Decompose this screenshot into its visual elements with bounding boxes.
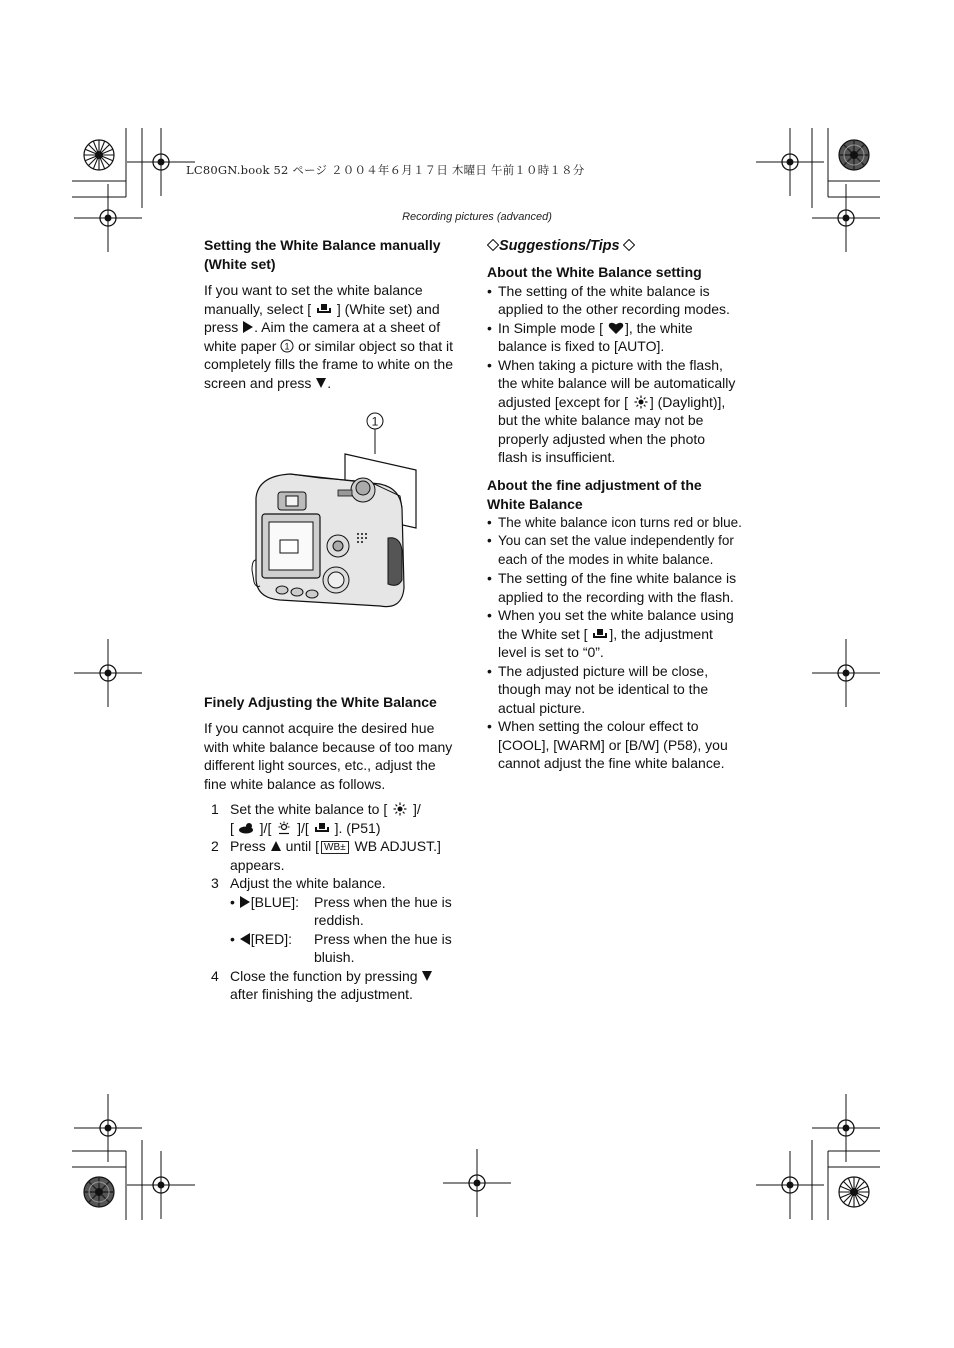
fine-adjust-tips-title: About the fine adjustment of the White Balance — [487, 476, 702, 512]
down-triangle-icon — [315, 376, 327, 390]
section-title-fine-adjust: Finely Adjusting the White Balance — [204, 694, 437, 710]
white-set-icon — [313, 821, 331, 835]
figure-callout-1: 1 — [371, 414, 379, 429]
list-item: • The setting of the white balance is applied to the other recording modes. — [487, 282, 755, 319]
steps-list — [204, 800, 472, 1004]
list-item: • When you set the white balance using the White set [ ], the adjustment level is set to “0”. — [487, 606, 755, 662]
step-item: 1 Set the white balance to [ ]/ [ ]/[ ]/[ ]. (P51) — [211, 801, 421, 836]
diamond-icon — [487, 239, 499, 251]
circled-one-marker — [280, 339, 294, 353]
camera-white-paper-illustration — [250, 410, 430, 620]
sun-icon — [391, 802, 409, 816]
section-title-white-set: Setting the White Balance manually (White set) — [204, 237, 441, 272]
step-item: 4 Close the function by pressing after finishing the adjustment. — [204, 967, 472, 1004]
sub-bullet-blue: • [BLUE]: Press when the hue is reddish. — [230, 893, 452, 928]
cloud-icon — [238, 821, 256, 835]
heart-icon — [607, 321, 625, 335]
list-item: • The white balance icon turns red or blue. — [487, 514, 755, 533]
list-item: • The adjusted picture will be close, though may not be identical to the actual picture. — [487, 662, 755, 718]
sub-bullet-red: • [RED]: Press when the hue is bluish. — [230, 930, 452, 965]
diamond-icon — [623, 239, 635, 251]
right-triangle-icon — [242, 320, 254, 334]
step-item: 2 Press until [ WB± WB ADJUST.] appears. — [211, 838, 441, 873]
white-set-paragraph: If you want to set the white balance manually, select [ ] (White set) and press . Aim the camera at a sheet of white paper 1 or similar object so that it completely fills the frame to white on the screen and press . — [204, 282, 454, 391]
left-triangle-icon — [239, 932, 251, 946]
sun-icon — [632, 395, 650, 409]
up-triangle-icon — [270, 839, 282, 853]
list-item: • When setting the colour effect to [COOL], [WARM] or [B/W] (P58), you cannot adjust the fine white balance. — [487, 717, 755, 773]
list-item: • In Simple mode [ ], the white balance is fixed to [AUTO]. — [487, 319, 755, 356]
fine-adjust-tips-list — [487, 514, 755, 773]
wb-adjust-icon: WB± — [321, 841, 349, 854]
tips-heading: Suggestions/Tips — [487, 236, 755, 256]
about-wb-title: About the White Balance setting — [487, 263, 702, 280]
running-head: Recording pictures (advanced) — [402, 211, 552, 223]
book-file-meta: LC80GN.book 52 ページ ２００４年６月１７日 木曜日 午前１０時１８分 — [186, 163, 585, 177]
step-item: 3 Adjust the white balance. • [BLUE]: Press when the hue is reddish. • [RED]: Press when the hue is bluish. — [204, 874, 472, 967]
fine-adjust-paragraph: If you cannot acquire the desired hue with white balance because of too many different light sources, etc., adjust the fine white balance as follows. — [204, 720, 453, 792]
right-triangle-icon — [239, 895, 251, 909]
white-set-icon — [315, 302, 333, 316]
list-item: • When taking a picture with the flash, the white balance will be automatically adjusted [except for [ ] (Daylight)], but the white balance may not be properly adjusted when the photo flash is insufficient. — [487, 356, 755, 467]
down-triangle-icon — [421, 969, 433, 983]
about-wb-list — [487, 282, 755, 467]
halogen-icon — [275, 821, 293, 835]
svg-text:1: 1 — [284, 341, 290, 351]
white-set-icon — [591, 627, 609, 641]
right-column — [487, 236, 755, 773]
list-item: • You can set the value independently for each of the modes in white balance. — [487, 532, 755, 569]
list-item: • The setting of the fine white balance is applied to the recording with the flash. — [487, 569, 755, 606]
